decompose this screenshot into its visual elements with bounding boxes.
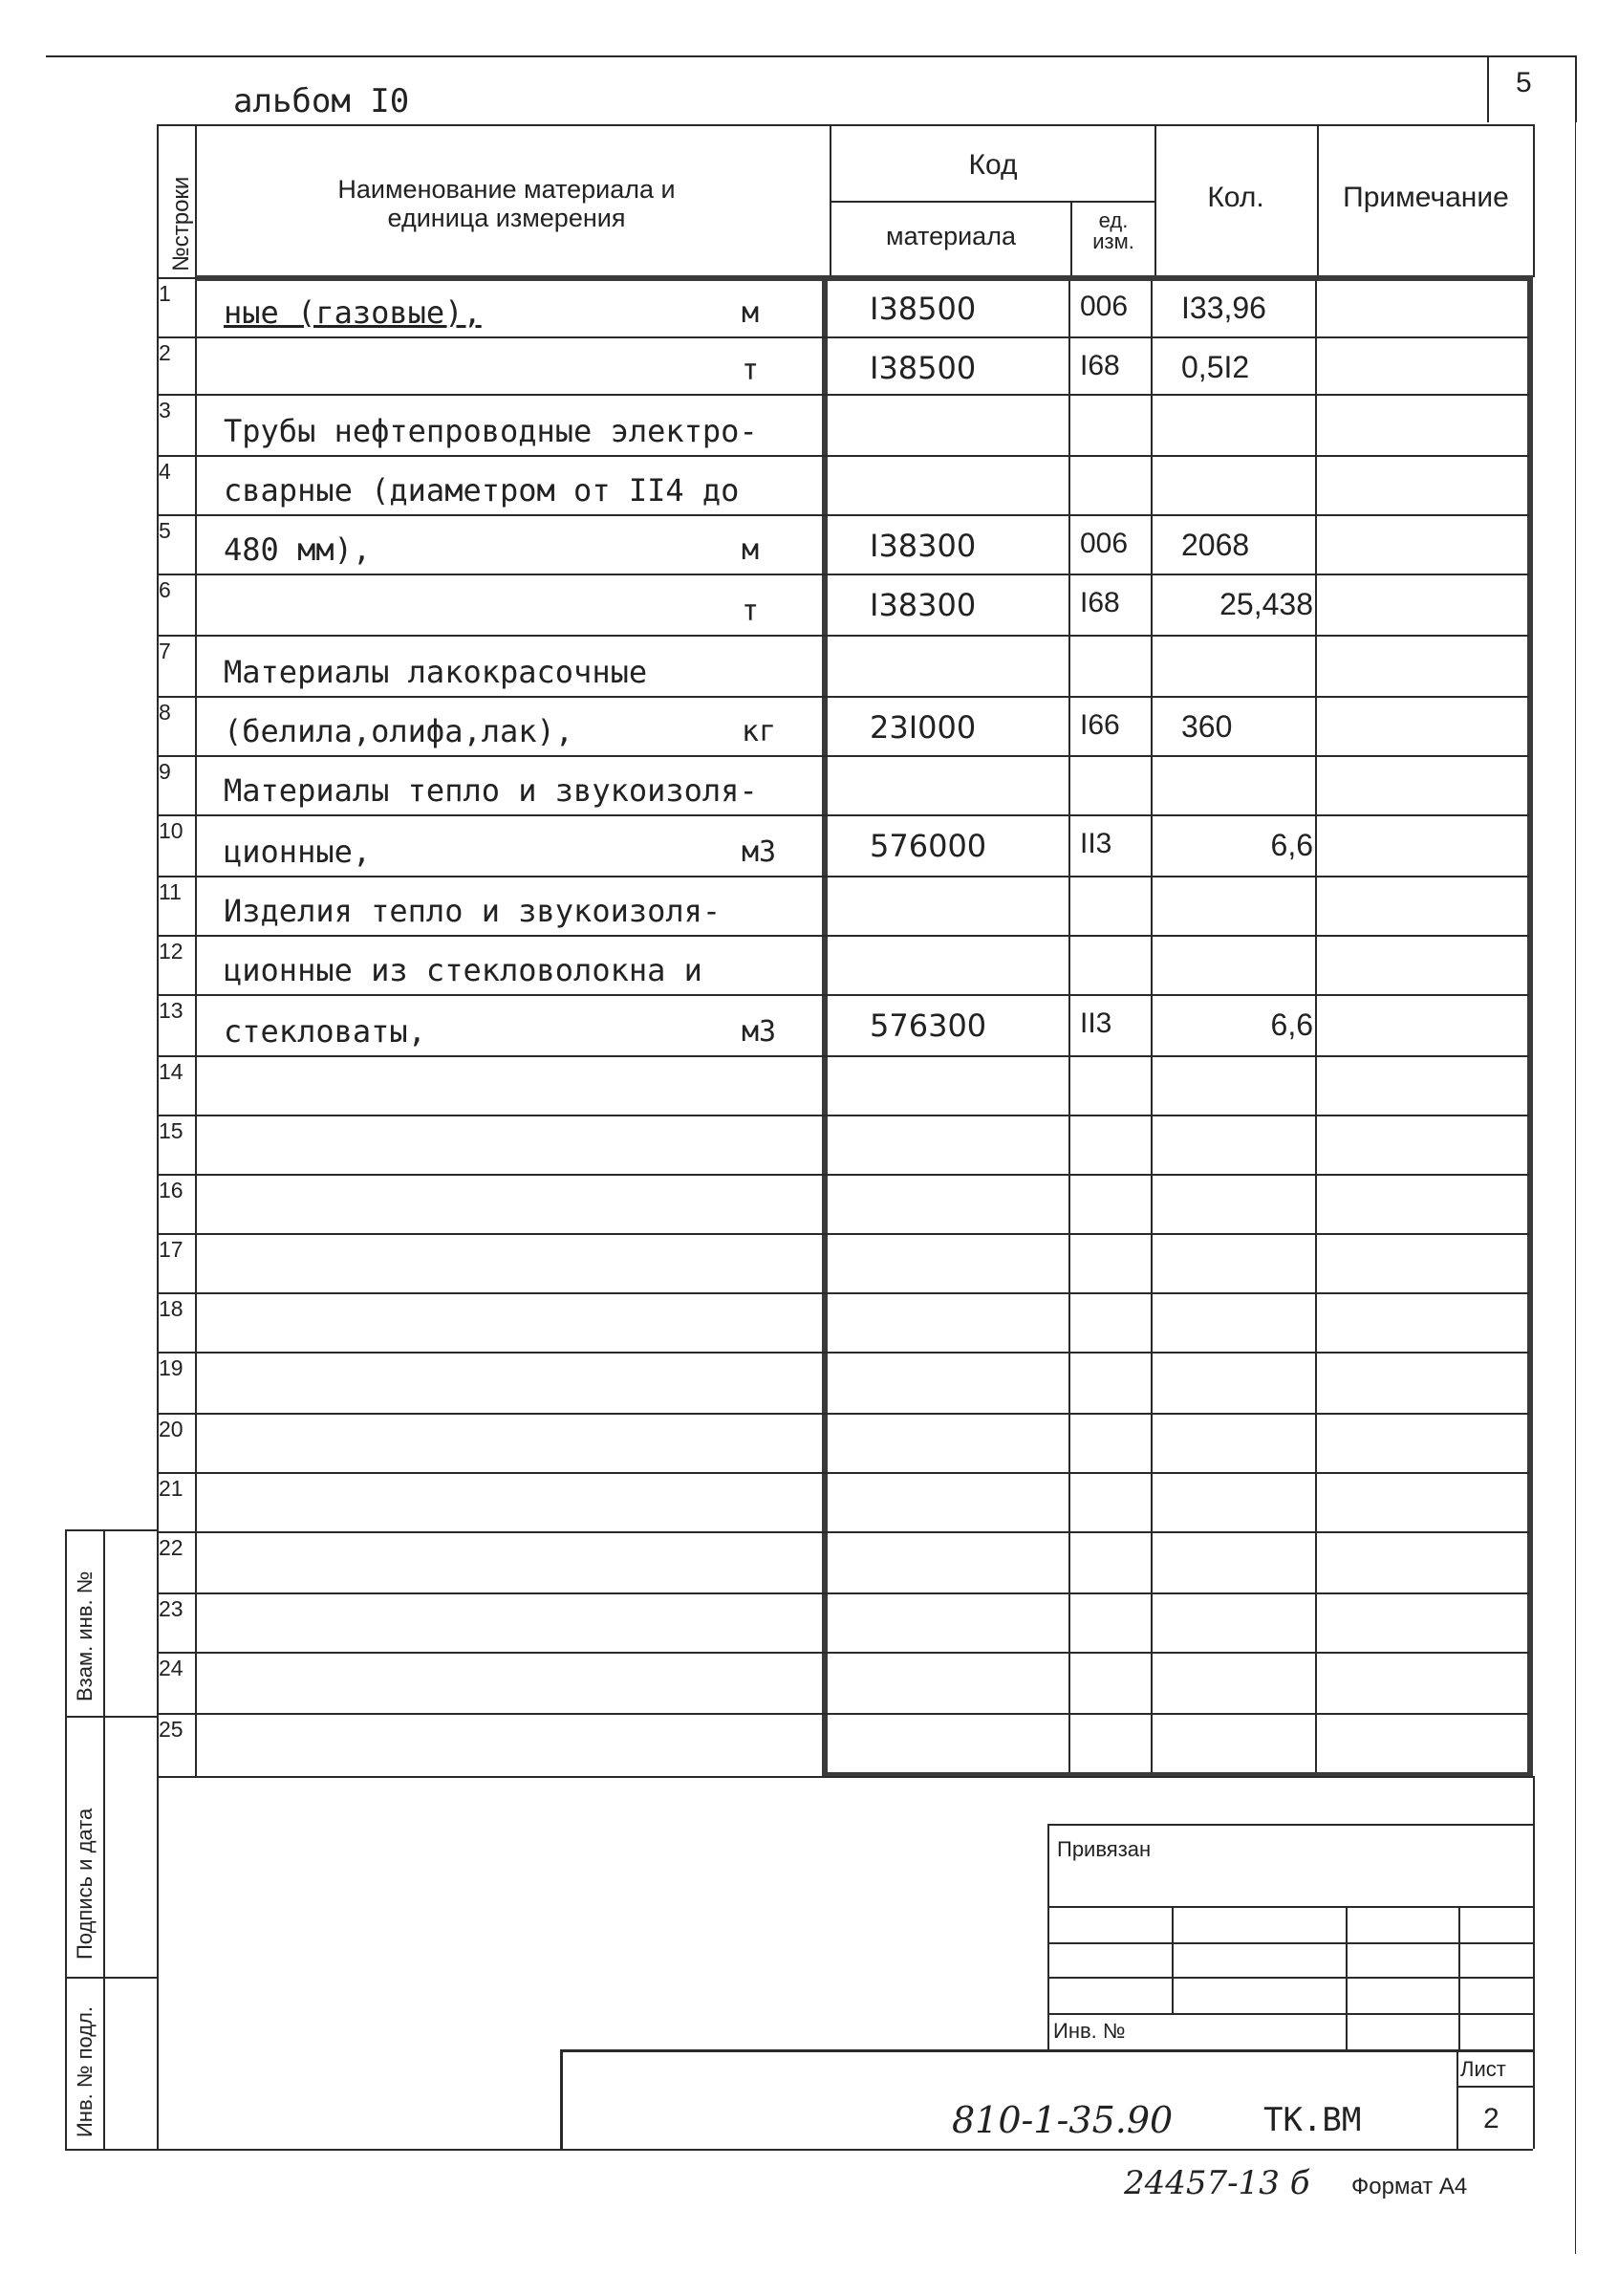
row-number: 8 bbox=[159, 700, 171, 725]
row-number: 17 bbox=[159, 1237, 183, 1262]
material-name: ционные, bbox=[224, 834, 372, 870]
privyazan-top bbox=[1047, 1824, 1533, 1826]
bottom-frame-line bbox=[65, 2149, 1533, 2151]
side-stamp-mid-line bbox=[103, 1529, 105, 2149]
material-name: ные (газовые), bbox=[224, 294, 482, 331]
row-separator bbox=[157, 1592, 1529, 1594]
header-code-unit: ед. изм. bbox=[1092, 208, 1134, 253]
title-block-right bbox=[1533, 1776, 1535, 2149]
inv-no-label: Инв. № bbox=[1053, 2019, 1126, 2043]
quantity: 6,6 bbox=[1270, 828, 1313, 862]
row-number: 18 bbox=[159, 1296, 183, 1321]
row-number: 11 bbox=[159, 879, 182, 904]
col-line-name bbox=[822, 277, 828, 1778]
stamp-inv-podl: Инв. № подл. bbox=[73, 2005, 97, 2137]
col-line-rownum bbox=[195, 124, 197, 1776]
row-separator bbox=[157, 1531, 1529, 1533]
row-separator bbox=[157, 1652, 1529, 1654]
row-number: 13 bbox=[159, 998, 183, 1023]
document-code: 810-1-35.90 bbox=[952, 2099, 1174, 2141]
row-number: 23 bbox=[159, 1596, 183, 1621]
sheet-box-divider bbox=[1456, 2086, 1533, 2088]
unit-label: м3 bbox=[742, 1015, 777, 1049]
quantity: 360 bbox=[1181, 709, 1233, 744]
header-note: Примечание bbox=[1343, 182, 1509, 213]
row-separator bbox=[157, 394, 1529, 396]
unit-label: т bbox=[742, 354, 760, 387]
page-number: 5 bbox=[1516, 67, 1532, 98]
material-code: I38500 bbox=[870, 291, 977, 327]
unit-code: 006 bbox=[1080, 528, 1129, 559]
header-bottom-rownum bbox=[157, 277, 197, 279]
material-name: Материалы лакокрасочные bbox=[224, 654, 648, 690]
header-quantity: Кол. bbox=[1207, 182, 1264, 213]
col-line-qty bbox=[1315, 277, 1317, 1776]
privyazan-col-1 bbox=[1172, 1906, 1174, 2013]
stamp-left-line bbox=[560, 2049, 563, 2149]
row-number: 14 bbox=[159, 1059, 183, 1084]
row-number: 5 bbox=[159, 518, 171, 543]
quantity: I33,96 bbox=[1181, 291, 1266, 325]
row-separator bbox=[157, 336, 1529, 338]
row-number: 24 bbox=[159, 1656, 183, 1680]
col-line-code bbox=[1068, 277, 1070, 1776]
row-separator bbox=[157, 935, 1529, 937]
title-block-top bbox=[157, 1776, 1533, 1778]
unit-code: II3 bbox=[1080, 1007, 1112, 1039]
row-number: 15 bbox=[159, 1118, 183, 1143]
material-name: 480 мм), bbox=[224, 531, 372, 568]
header-name: Наименование материала и единица измерения bbox=[337, 175, 676, 232]
unit-code: I66 bbox=[1080, 709, 1120, 741]
material-name: сварные (диаметром от II4 до bbox=[224, 472, 740, 509]
row-number: 25 bbox=[159, 1717, 183, 1742]
material-code: I38500 bbox=[870, 350, 977, 386]
stamp-vzam-inv: Взам. инв. № bbox=[73, 1570, 97, 1701]
row-number: 10 bbox=[159, 818, 183, 843]
quantity: 0,5I2 bbox=[1181, 350, 1250, 384]
quantity: 25,438 bbox=[1219, 587, 1313, 621]
material-code: I38300 bbox=[870, 528, 977, 564]
sheet-label: Лист bbox=[1460, 2057, 1506, 2081]
stamp-number: 24457-13 б bbox=[1124, 2164, 1310, 2202]
header-code-material: материала bbox=[886, 222, 1016, 250]
side-stamp-top-line bbox=[65, 1529, 157, 1531]
row-separator bbox=[157, 1713, 1529, 1715]
row-separator bbox=[157, 574, 1529, 575]
document-suffix: ТК.ВМ bbox=[1263, 2101, 1362, 2139]
header-code: Код bbox=[968, 149, 1018, 181]
row-number: 1 bbox=[159, 281, 171, 306]
stamp-podpis-data: Подпись и дата bbox=[73, 1808, 97, 1960]
code-header-divider bbox=[830, 201, 1154, 203]
sheet-number: 2 bbox=[1483, 2103, 1499, 2134]
material-code: 576300 bbox=[870, 1007, 987, 1044]
album-label: альбом I0 bbox=[233, 82, 410, 120]
row-separator bbox=[157, 814, 1529, 816]
col-line-name-header bbox=[830, 124, 831, 275]
row-separator bbox=[157, 514, 1529, 516]
row-separator bbox=[157, 455, 1529, 457]
row-number: 2 bbox=[159, 340, 171, 365]
row-separator bbox=[157, 1292, 1529, 1294]
material-code: 23I000 bbox=[870, 709, 977, 746]
table-top-line bbox=[157, 124, 1533, 126]
row-number: 20 bbox=[159, 1417, 183, 1441]
privyazan-col-2 bbox=[1346, 1906, 1348, 2049]
material-name: Изделия тепло и звукоизоля- bbox=[224, 893, 722, 929]
row-separator bbox=[157, 1115, 1529, 1116]
row-separator bbox=[157, 696, 1529, 698]
material-name: Материалы тепло и звукоизоля- bbox=[224, 772, 758, 809]
sheet-box-left bbox=[1456, 2049, 1458, 2149]
unit-label: м bbox=[742, 296, 760, 330]
material-name: стекловаты, bbox=[224, 1013, 426, 1050]
privyazan-col-3 bbox=[1458, 1906, 1460, 2049]
col-line-note-header bbox=[1533, 124, 1535, 277]
unit-label: м bbox=[742, 533, 760, 567]
row-separator bbox=[157, 876, 1529, 877]
quantity: 2068 bbox=[1181, 528, 1250, 562]
row-separator bbox=[157, 1055, 1529, 1057]
row-number: 22 bbox=[159, 1535, 183, 1560]
unit-code: II3 bbox=[1080, 828, 1112, 859]
material-name: ционные из стекловолокна и bbox=[224, 952, 702, 988]
row-separator bbox=[157, 1174, 1529, 1176]
side-stamp-left-line bbox=[65, 1529, 67, 2149]
header-bottom-line bbox=[195, 275, 1533, 281]
side-stamp-divider-2 bbox=[65, 1977, 157, 1979]
row-number: 3 bbox=[159, 398, 171, 422]
material-code: 576000 bbox=[870, 828, 987, 864]
unit-label: кг bbox=[742, 715, 777, 748]
row-number: 4 bbox=[159, 459, 171, 484]
material-name: Трубы нефтепроводные электро- bbox=[224, 413, 758, 449]
row-separator bbox=[157, 755, 1529, 757]
row-number: 9 bbox=[159, 759, 171, 784]
top-border-line bbox=[46, 55, 1575, 57]
page-number-right-edge bbox=[1575, 55, 1577, 122]
row-number: 16 bbox=[159, 1178, 183, 1202]
unit-code: 006 bbox=[1080, 291, 1129, 322]
col-line-unit bbox=[1151, 277, 1153, 1776]
unit-code: I68 bbox=[1080, 587, 1120, 618]
right-page-edge bbox=[1575, 122, 1576, 2254]
privyazan-label: Привязан bbox=[1057, 1837, 1152, 1861]
unit-label: м3 bbox=[742, 835, 777, 869]
material-code: I38300 bbox=[870, 587, 977, 623]
row-separator bbox=[157, 1352, 1529, 1354]
row-separator bbox=[157, 1472, 1529, 1474]
row-separator bbox=[157, 635, 1529, 637]
header-row-number: №строки bbox=[168, 176, 194, 271]
row-number: 21 bbox=[159, 1476, 183, 1501]
unit-label: т bbox=[742, 595, 760, 628]
row-number: 6 bbox=[159, 577, 171, 602]
format-label: Формат А4 bbox=[1351, 2174, 1468, 2199]
stamp-top-line bbox=[560, 2049, 1533, 2052]
row-number: 7 bbox=[159, 639, 171, 663]
page-number-divider bbox=[1487, 55, 1489, 122]
unit-code: I68 bbox=[1080, 350, 1120, 381]
row-separator bbox=[157, 1233, 1529, 1235]
side-stamp-divider-1 bbox=[65, 1716, 157, 1718]
col-line-right bbox=[1527, 277, 1533, 1778]
row-separator bbox=[157, 994, 1529, 996]
quantity: 6,6 bbox=[1270, 1007, 1313, 1042]
row-separator bbox=[157, 1413, 1529, 1415]
row-number: 19 bbox=[159, 1355, 183, 1380]
left-frame-lower bbox=[157, 1776, 159, 2149]
material-name: (белила,олифа,лак), bbox=[224, 713, 574, 749]
row-number: 12 bbox=[159, 939, 183, 964]
privyazan-left bbox=[1047, 1824, 1049, 2049]
